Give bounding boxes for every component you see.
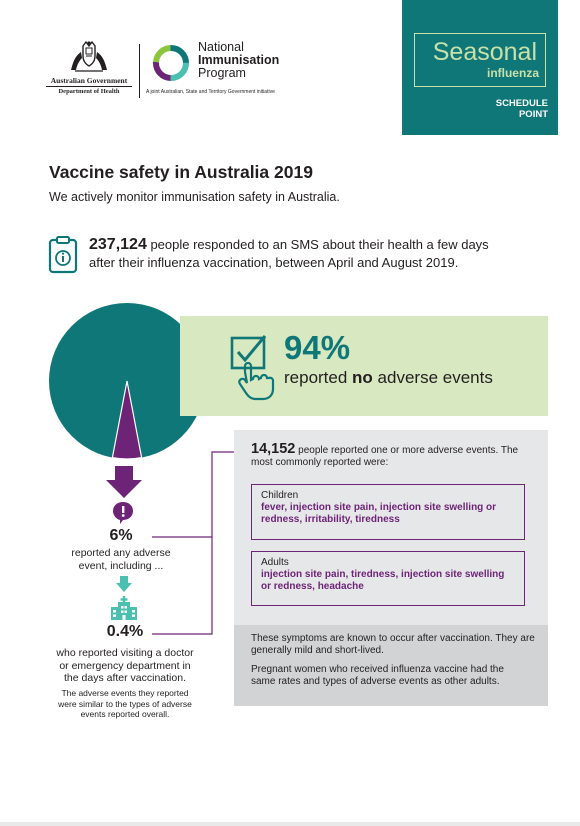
badge-subtitle: influenza	[486, 66, 539, 80]
no-adverse-text-before: reported	[284, 368, 353, 387]
no-adverse-percent: 94%	[284, 329, 351, 366]
no-adverse-text-bold: no	[352, 368, 373, 387]
bottom-rule	[0, 822, 580, 826]
down-arrow-icon	[116, 576, 132, 592]
doctor-visit-note-text: The adverse events they reported were similar to the types of adverse events reported overall.	[58, 688, 192, 719]
children-title: Children	[261, 490, 299, 501]
badge-title: Seasonal	[432, 38, 537, 66]
nip-wordmark	[198, 41, 279, 80]
department-name: Department of Health	[46, 86, 132, 96]
sms-responses-text: people responded to an SMS about their health a few days after their influenza vaccination, between April and August 2019.	[89, 237, 489, 270]
reported-adverse-stat	[251, 443, 541, 469]
nip-subtitle: A joint Australian, State and Territory Government initiative	[146, 89, 275, 95]
header-divider	[139, 44, 140, 98]
adults-list: injection site pain, tiredness, injection site swelling or redness, headache	[261, 569, 505, 592]
nip-line-3: Program	[198, 66, 246, 80]
children-adverse-box	[251, 484, 525, 540]
check-hand-icon	[227, 332, 275, 402]
no-adverse-text-after: adverse events	[372, 368, 493, 387]
nip-line-1: National	[198, 40, 244, 54]
sms-responses-stat	[89, 236, 509, 272]
pregnant-note: Pregnant women who received influenza vaccine had the same rates and types of adverse events as other adults.	[251, 664, 504, 687]
adults-title: Adults	[261, 557, 289, 568]
seasonal-influenza-badge	[402, 0, 558, 135]
hospital-icon	[110, 596, 138, 620]
reported-adverse-number: 14,152	[251, 441, 296, 457]
clipboard-info-icon	[48, 236, 78, 274]
children-list: fever, injection site pain, injection site swelling or redness, irritability, tiredness	[261, 502, 497, 525]
sms-responses-number: 237,124	[89, 236, 147, 253]
schedule-point-tag	[496, 98, 548, 120]
nip-ring-icon	[150, 42, 192, 84]
schedule-tag-line-1: SCHEDULE	[495, 98, 548, 109]
no-adverse-label	[284, 368, 493, 388]
coat-of-arms-icon	[67, 40, 111, 74]
alert-icon	[113, 502, 133, 524]
any-adverse-percent: 6%	[109, 527, 133, 544]
gov-name: Australian Government	[50, 76, 128, 85]
reported-adverse-text: people reported one or more adverse events. The most commonly reported were:	[251, 445, 519, 468]
adults-adverse-box	[251, 551, 525, 606]
schedule-tag-line-2: POINT	[518, 109, 548, 120]
doctor-visit-label	[0, 647, 250, 685]
page-subtitle: We actively monitor immunisation safety in Australia.	[49, 190, 340, 204]
symptoms-note: These symptoms are known to occur after vaccination. They are generally mild and short-lived.	[251, 633, 535, 656]
doctor-visit-note	[0, 688, 250, 720]
badge-frame	[414, 33, 546, 87]
any-adverse-label-text: reported any adverse event, including ...	[71, 547, 171, 572]
any-adverse-label	[0, 547, 242, 573]
nip-logo	[146, 40, 326, 102]
down-arrow-icon	[106, 466, 142, 498]
australian-government-logo	[46, 40, 132, 100]
doctor-visit-label-text: who reported visiting a doctor or emergency department in the days after vaccination.	[56, 647, 194, 684]
page-title: Vaccine safety in Australia 2019	[49, 162, 313, 182]
nip-line-2: Immunisation	[198, 53, 280, 67]
doctor-visit-percent: 0.4%	[106, 623, 144, 640]
